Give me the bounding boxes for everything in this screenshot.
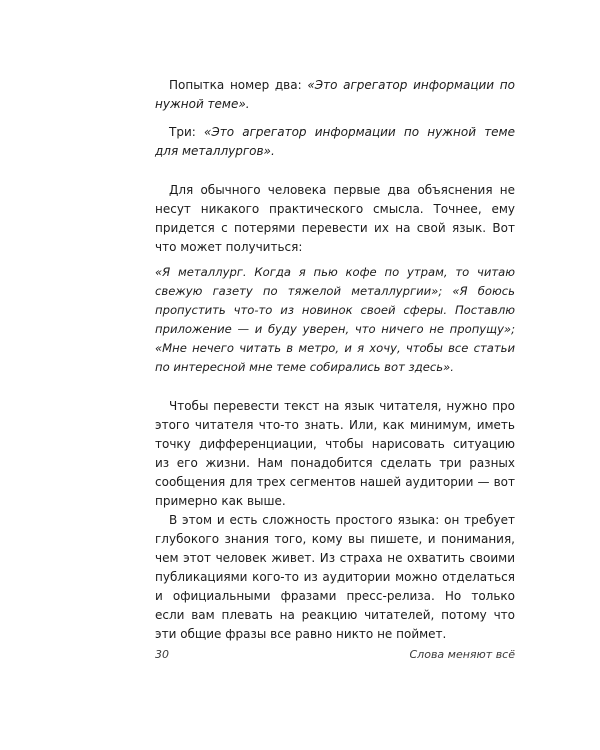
book-title: Слова меняют всё [409, 648, 515, 661]
attempt-two-quote: «Это агрегатор информации по нужной теме». [155, 78, 515, 111]
quote-block: «Я металлург. Когда я пью кофе по утрам, то читаю свежую газету по тяжелой металлургии»; «Я боюсь пропустить что-то из новинок своей сферы. Поставлю приложение — и буду уверен, что ничего не пропущу»; «Мне нечего читать в метро, и я хочу, чтобы все статьи по интересной мне теме собирались вот здесь». [155, 265, 515, 374]
paragraph-difficulty: В этом и есть сложность простого языка: он требует глубокого знания того, кому вы пишете, и понимания, чем этот человек живет. Из страха не охватить своими публикациями кого-то из аудитории можно отделаться и официальными фразами пресс-релиза. Но только если вам плевать на реакцию читателей, потому что эти общие фразы все равно никто не поймет. [155, 513, 515, 641]
text-column [155, 76, 515, 644]
page-footer [155, 648, 515, 664]
page-number: 30 [155, 648, 169, 661]
paragraph-attempt-two [155, 76, 515, 114]
attempt-three-intro: Три: [169, 125, 204, 139]
paragraph-attempt-three [155, 123, 515, 161]
paragraph-translate-text: Чтобы перевести текст на язык читателя, нужно про этого читателя что-то знать. Или, как минимум, иметь точку дифференциации, чтобы нарисовать ситуацию из его жизни. Нам понадобится сделать три разных сообщения для трех сегментов нашей аудитории — вот примерно как выше. [155, 399, 515, 508]
attempt-three-quote: «Это агрегатор информации по нужной теме для металлургов». [155, 125, 515, 158]
paragraph-ordinary-person: Для обычного человека первые два объяснения не несут никакого практического смысла. Точнее, ему придется с потерями перевести их на свой язык. Вот что может получиться: [155, 183, 515, 254]
attempt-two-intro: Попытка номер два: [169, 78, 308, 92]
